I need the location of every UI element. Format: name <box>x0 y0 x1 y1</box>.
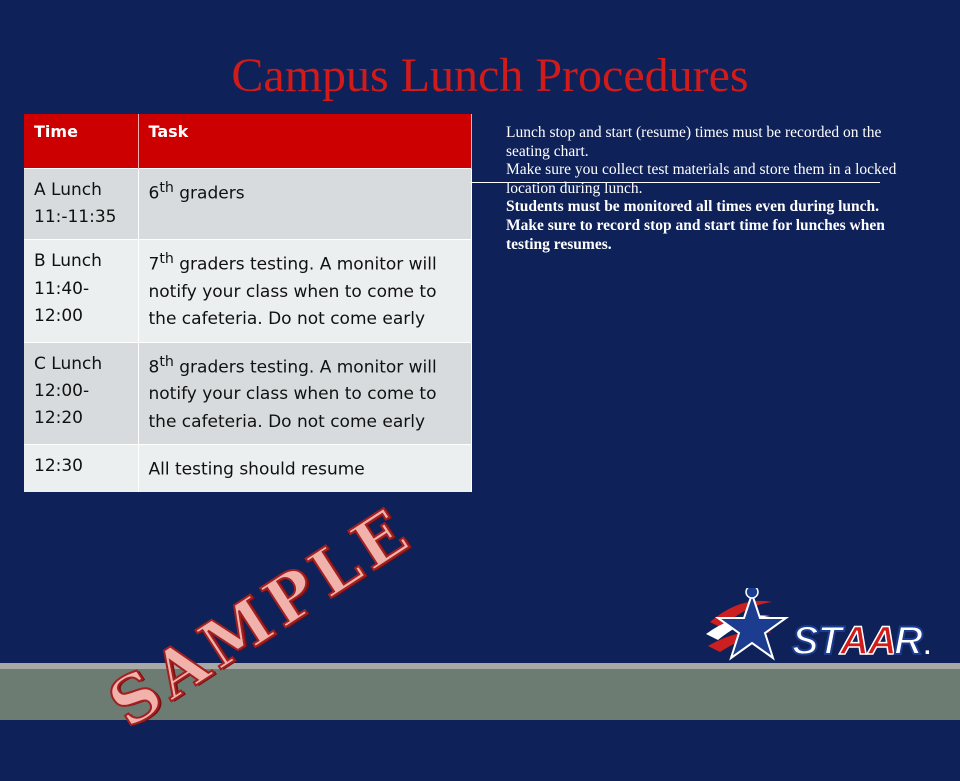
staar-logo-graphic <box>700 588 958 668</box>
table-row <box>24 169 472 240</box>
task-cell: 6th graders <box>138 169 472 240</box>
svg-text:AA: AA <box>840 619 896 663</box>
staar-logo <box>700 588 958 668</box>
sample-watermark: SAMPLE <box>96 492 426 743</box>
task-cell: 7th graders testing. A monitor will notify your class when to come to the cafeteria. Do not come early <box>138 240 472 342</box>
task-cell: All testing should resume <box>138 444 472 491</box>
svg-text:.: . <box>924 633 931 660</box>
slide-title: Campus Lunch Procedures <box>231 49 749 102</box>
note-record-times: Make sure to record stop and start time for lunches when testing resumes. <box>506 216 885 253</box>
procedure-notes <box>506 124 906 254</box>
header-time: Time <box>24 114 138 169</box>
table-row <box>24 342 472 444</box>
lunch-schedule-table <box>24 114 472 492</box>
table-header-row <box>24 114 472 169</box>
table-row <box>24 240 472 342</box>
time-cell: B Lunch 11:40-12:00 <box>24 240 138 342</box>
time-cell: C Lunch 12:00-12:20 <box>24 342 138 444</box>
table-row <box>24 444 472 491</box>
svg-text:R: R <box>894 619 922 663</box>
note-monitoring: Students must be monitored all times even during lunch. <box>506 198 880 216</box>
svg-text:ST: ST <box>792 619 842 663</box>
header-task: Task <box>138 114 472 169</box>
star-icon <box>718 594 786 658</box>
time-cell: A Lunch 11:-11:35 <box>24 169 138 240</box>
note-test-materials: Make sure you collect test materials and store them in a locked location during lunch. <box>506 161 897 197</box>
time-cell: 12:30 <box>24 444 138 491</box>
note-seating-chart: Lunch stop and start (resume) times must be recorded on the seating chart. <box>506 124 882 160</box>
task-cell: 8th graders testing. A monitor will notify your class when to come to the cafeteria. Do not come early <box>138 342 472 444</box>
